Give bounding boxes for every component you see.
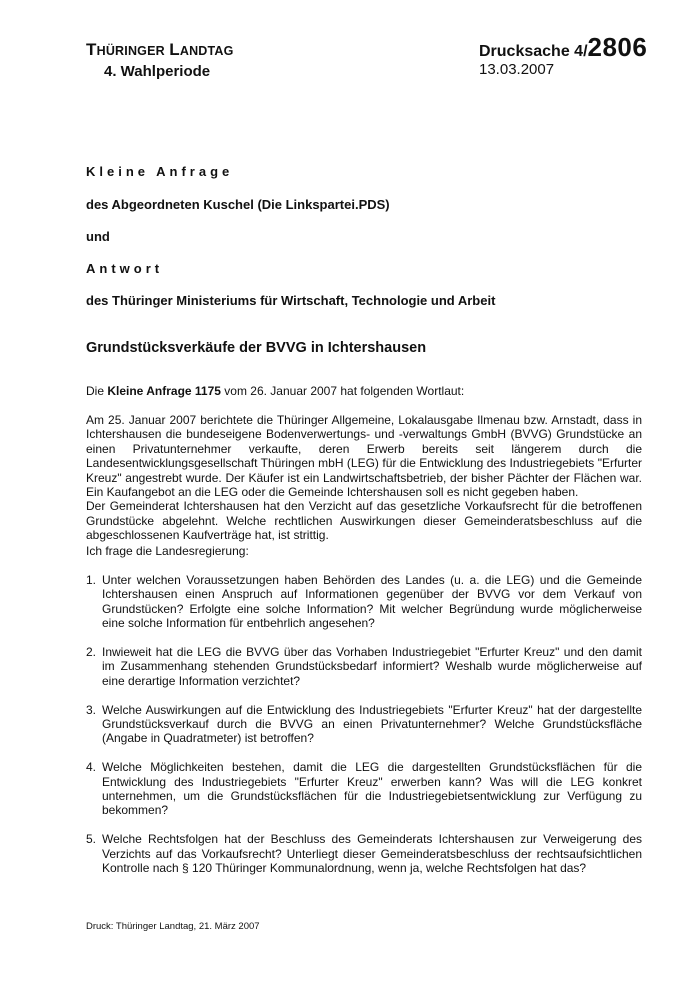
parliament-initial-2: L [169, 40, 180, 59]
intro-prefix: Die [86, 384, 108, 398]
list-item [86, 645, 642, 688]
answer-label: Antwort [86, 261, 164, 276]
question-list [86, 573, 642, 890]
paragraph: Am 25. Januar 2007 berichtete die Thüringer Allgemeine, Lokalausgabe Ilmenau bzw. Arnstadt, dass in Ichtershausen die bundeseigene Bodenverwertungs- und -verwaltungs GmbH (BVVG) Grundstücke an einen Privatunternehmer verkaufte, deren Erwerb bereits seit längerem durch die Landesentwicklungsgesellschaft Thüringen mbH (LEG) für die Entwicklung des Industriegebiets "Erfurter Kreuz" angestrebt wurde. Der Käufer ist ein Landwirtschaftsbetrieb, der bisher Pächter der Flächen war. Ein Kaufangebot an die LEG oder die Gemeinde Ichtershausen soll es nicht gegeben haben. [86, 413, 642, 500]
parliament-word-2: ANDTAG [179, 44, 234, 58]
parliament-header [86, 40, 234, 80]
question-text: Unter welchen Voraussetzungen haben Behörden des Landes (u. a. die LEG) und die Gemeinde Ichtershausen einen Anspruch auf Informationen gegenüber der BVVG vor dem Verkauf von Grundstücken? Erfolgte eine solche Information? Mit welcher Begründung wurde möglicherweise eine solche Information für entbehrlich angesehen? [102, 573, 642, 631]
document-number-block [479, 32, 647, 78]
paragraph: Der Gemeinderat Ichtershausen hat den Verzicht auf das gesetzliche Vorkaufsrecht für die betroffenen Grundstücke abgelehnt. Welche rechtlichen Auswirkungen dieser Gemeinderatsbeschluss auf die abgeschlossenen Kaufverträge hat, ist strittig. [86, 499, 642, 543]
document-type: Kleine Anfrage [86, 164, 234, 179]
question-text: Inwieweit hat die LEG die BVVG über das Vorhaben Industriegebiet "Erfurter Kreuz" und den damit im Zusammenhang stehenden Grundstücksbedarf informiert? Weshalb wurde möglicherweise auf eine derartige Information verzichtet? [102, 645, 642, 688]
document-date: 13.03.2007 [479, 61, 555, 78]
question-number: 2. [86, 645, 97, 660]
print-footer: Druck: Thüringer Landtag, 21. März 2007 [86, 921, 260, 932]
question-number: 5. [86, 832, 97, 847]
question-number: 4. [86, 760, 97, 775]
question-lead: Ich frage die Landesregierung: [86, 544, 249, 558]
parliament-name [86, 40, 234, 60]
inquiry-reference: Kleine Anfrage 1175 [107, 384, 221, 398]
connector: und [86, 229, 110, 244]
drucksache-line [479, 32, 647, 63]
question-text: Welche Auswirkungen auf die Entwicklung des Industriegebiets "Erfurter Kreuz" hat der dargestellte Grundstücksverkauf durch die BVVG an einen Privatunternehmer? Welche Grundstücksfläche (Angabe in Quadratmeter) ist betroffen? [102, 702, 642, 746]
list-item [86, 832, 642, 875]
intro-line [86, 384, 642, 398]
legislative-period: 4. Wahlperiode [104, 63, 211, 80]
drucksache-label: Drucksache 4/ [479, 43, 588, 60]
ministry-line: des Thüringer Ministeriums für Wirtschaft, Technologie und Arbeit [86, 293, 496, 308]
subject-title: Grundstücksverkäufe der BVVG in Ichtershausen [86, 340, 427, 356]
parliament-initial-1: T [86, 40, 97, 59]
background-text [86, 413, 642, 543]
list-item [86, 573, 642, 631]
intro-suffix: vom 26. Januar 2007 hat folgenden Wortlaut: [220, 384, 465, 398]
author-line: des Abgeordneten Kuschel (Die Linkspartei.PDS) [86, 197, 390, 212]
question-number: 3. [86, 702, 97, 717]
question-text: Welche Möglichkeiten bestehen, damit die LEG die dargestellten Grundstücksflächen für die Entwicklung des Industriegebiets "Erfurter Kreuz" erwerben kann? Was will die LEG konkret unternehmen, um die Grundstücksflächen für die Industriegebietsentwicklung zur Verfügung zu bekommen? [102, 760, 642, 818]
drucksache-number: 2806 [587, 32, 648, 62]
parliament-word-1: HÜRINGER [96, 44, 165, 58]
list-item [86, 703, 642, 746]
question-number: 1. [86, 573, 97, 587]
list-item [86, 760, 642, 818]
question-text: Welche Rechtsfolgen hat der Beschluss des Gemeinderats Ichtershausen zur Verweigerung des Verzichts auf das Vorkaufsrecht? Unterliegt dieser Gemeinderatsbeschluss der rechtsaufsichtlichen Kontrolle nach § 120 Thüringer Kommunalordnung, wenn ja, welche Rechtsfolgen hat das? [102, 832, 642, 876]
